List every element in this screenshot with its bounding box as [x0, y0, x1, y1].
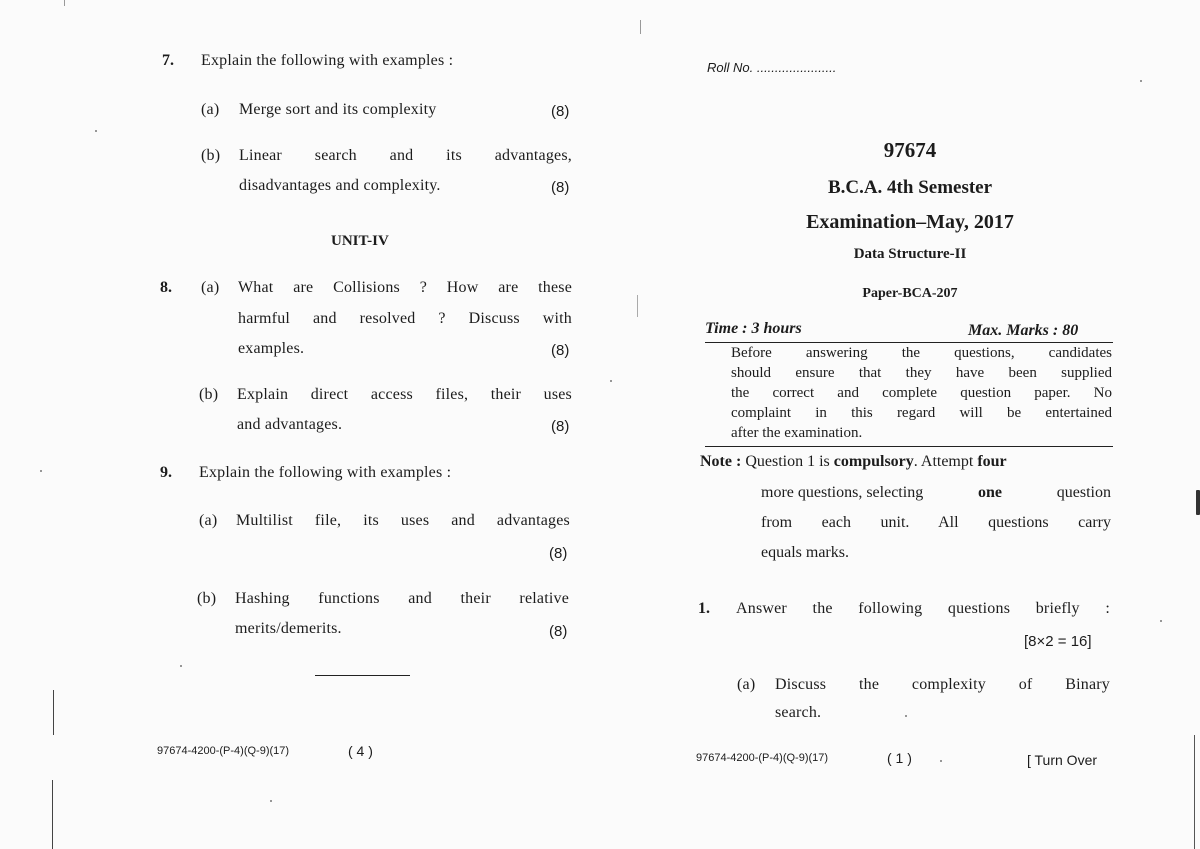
q8a-label: (a)	[201, 279, 220, 296]
note-line-3: from each unit. All questions carry	[761, 514, 1111, 531]
q9-number: 9.	[160, 464, 172, 481]
q1a-line2: search.	[775, 704, 822, 721]
q1-number: 1.	[698, 600, 710, 617]
q9b-line1: Hashing functions and their relative	[235, 590, 569, 607]
paper-code: 97674	[883, 138, 937, 162]
time-label: Time : 3 hours	[705, 320, 802, 337]
q1a-line1: Discuss the complexity of Binary	[775, 676, 1110, 693]
max-marks-label: Max. Marks : 80	[968, 322, 1079, 339]
note-text-4: question	[1056, 484, 1111, 501]
instr-line-3: the correct and complete question paper. No	[731, 385, 1112, 401]
note-line-2	[761, 484, 1111, 502]
instr-line-4: complaint in this regard will be entertained	[731, 405, 1112, 421]
left-footer-page: ( 4 )	[348, 743, 373, 759]
paper-title: Paper-BCA-207	[862, 286, 958, 301]
q8a-line3: examples.	[238, 340, 305, 357]
course-title: B.C.A. 4th Semester	[827, 177, 993, 198]
scan-edge-mark	[64, 0, 65, 6]
q9b-marks: (8)	[549, 623, 568, 640]
q7-text: Explain the following with examples :	[201, 52, 454, 69]
end-rule	[315, 675, 410, 676]
turn-over-label: [ Turn Over	[1027, 752, 1098, 768]
scan-edge-mark	[1196, 490, 1200, 515]
instr-line-5: after the examination.	[731, 425, 863, 441]
roll-no-field: Roll No. ......................	[707, 60, 837, 75]
exam-title: Examination–May, 2017	[806, 211, 1014, 233]
scan-edge-mark	[1194, 735, 1195, 849]
header-rule-top	[705, 342, 1113, 343]
scan-speck	[95, 130, 97, 132]
q7-number: 7.	[162, 52, 174, 69]
left-footer-code: 97674-4200-(P-4)(Q-9)(17)	[157, 745, 290, 757]
q8b-line1: Explain direct access files, their uses	[237, 386, 572, 403]
q8b-line2: and advantages.	[237, 416, 343, 433]
q9a-label: (a)	[199, 512, 218, 529]
q9b-line2: merits/demerits.	[235, 620, 342, 637]
q7a-marks: (8)	[551, 103, 570, 120]
q8b-marks: (8)	[551, 418, 570, 435]
scan-speck	[610, 380, 612, 382]
q7a-label: (a)	[201, 101, 220, 118]
q7b-line1: Linear search and its advantages,	[239, 147, 572, 164]
q9a-line1: Multilist file, its uses and advantages	[236, 512, 570, 529]
subject-title: Data Structure-II	[853, 246, 967, 262]
q7b-label: (b)	[201, 147, 221, 164]
note-compulsory: compulsory	[833, 453, 914, 470]
note-text-2: . Attempt	[913, 453, 974, 470]
scan-speck	[905, 715, 907, 717]
note-text-1: Question 1 is	[745, 453, 830, 470]
note-line-4: equals marks.	[761, 544, 849, 561]
q7a-text: Merge sort and its complexity	[239, 101, 437, 118]
right-footer-page: ( 1 )	[887, 750, 912, 766]
scan-edge-mark	[52, 780, 53, 849]
note-line-1	[700, 453, 1007, 471]
instr-line-2: should ensure that they have been supplied	[731, 365, 1112, 381]
instr-line-1: Before answering the questions, candidates	[731, 345, 1112, 361]
q9-text: Explain the following with examples :	[199, 464, 452, 481]
q7b-marks: (8)	[551, 179, 570, 196]
scan-speck	[270, 800, 272, 802]
q8-number: 8.	[160, 279, 172, 296]
note-text-3: more questions, selecting	[761, 484, 924, 501]
q8b-label: (b)	[199, 386, 219, 403]
q1-text: Answer the following questions briefly :	[736, 600, 1110, 617]
header-rule-bottom	[705, 446, 1113, 447]
q8a-line2: harmful and resolved ? Discuss with	[238, 310, 572, 327]
scan-speck	[940, 760, 942, 762]
q9b-label: (b)	[197, 590, 217, 607]
q8a-marks: (8)	[551, 342, 570, 359]
q1-marks: [8×2 = 16]	[1024, 633, 1092, 650]
q8a-line1: What are Collisions ? How are these	[238, 279, 572, 296]
scan-edge-mark	[53, 690, 54, 735]
fold-mark	[640, 20, 641, 34]
scan-speck	[40, 470, 42, 472]
unit-heading: UNIT-IV	[331, 233, 389, 249]
q1a-label: (a)	[737, 676, 756, 693]
note-one: one	[977, 484, 1002, 501]
scan-speck	[1140, 80, 1142, 82]
note-label: Note :	[700, 453, 742, 470]
q7b-line2: disadvantages and complexity.	[239, 177, 441, 194]
fold-mark	[637, 295, 638, 317]
scan-speck	[1160, 620, 1162, 622]
right-footer-code: 97674-4200-(P-4)(Q-9)(17)	[696, 752, 829, 764]
q9a-marks: (8)	[549, 545, 568, 562]
note-four: four	[977, 453, 1007, 470]
scan-speck	[180, 665, 182, 667]
